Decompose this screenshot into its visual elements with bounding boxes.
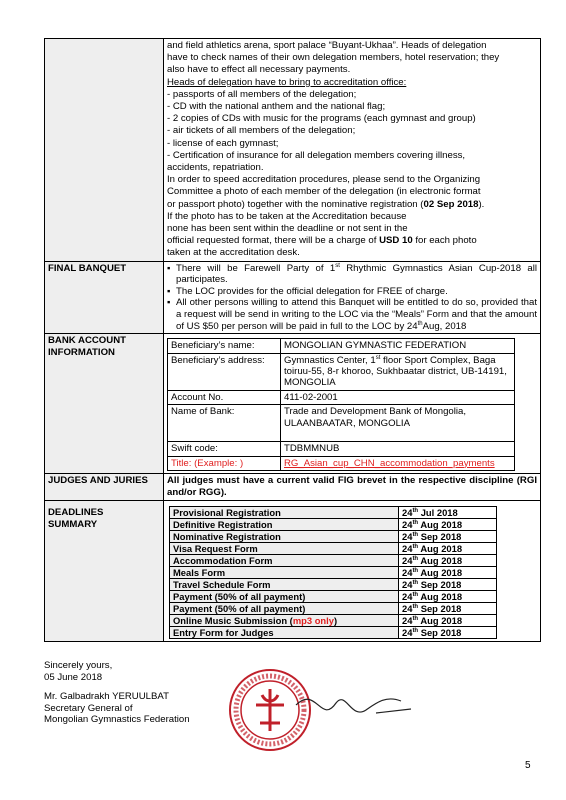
banquet-item: ▪ There will be Farewell Party of 1st Rhythmic Gymnastics Asian Cup-2018 all participates. bbox=[167, 262, 538, 286]
photo-line: taken at the accreditation desk. bbox=[167, 247, 300, 259]
deadline-date: 24th Sep 2018 bbox=[399, 603, 497, 615]
deadline-date: 24th Sep 2018 bbox=[399, 579, 497, 591]
deadlines-label: DEADLINES SUMMARY bbox=[45, 501, 164, 642]
bank-table-row: Account No. 411-02-2001 bbox=[168, 390, 515, 404]
accreditation-label-cell bbox=[45, 39, 164, 262]
account-number: 411-02-2001 bbox=[281, 390, 515, 404]
signature-block bbox=[44, 660, 190, 726]
closing-line: Sincerely yours, bbox=[44, 660, 113, 671]
deadline-item: Visa Request Form bbox=[170, 543, 399, 555]
judges-label: JUDGES AND JURIES bbox=[45, 474, 164, 501]
signer-title: Secretary General of bbox=[44, 702, 133, 714]
signer-name: Mr. Galbadrakh YERUULBAT bbox=[44, 691, 169, 703]
deadline-date: 24th Aug 2018 bbox=[399, 519, 497, 531]
bank-table-row: Name of Bank: Trade and Development Bank of Mongolia, ULAANBAATAR, MONGOLIA bbox=[168, 405, 515, 442]
bring-item: - passports of all members of the delegation; bbox=[167, 88, 357, 100]
deadline-item: Entry Form for Judges bbox=[170, 627, 399, 639]
banquet-label: FINAL BANQUET bbox=[45, 261, 164, 334]
deadline-spacer bbox=[497, 603, 514, 615]
bring-item: - license of each gymnast; bbox=[167, 137, 279, 149]
bring-item: - air tickets of all members of the delegation; bbox=[167, 125, 356, 137]
deadline-item: Meals Form bbox=[170, 567, 399, 579]
signature-date: 05 June 2018 bbox=[44, 671, 103, 683]
deadline-item: Provisional Registration bbox=[170, 507, 399, 519]
deadline-spacer bbox=[497, 567, 514, 579]
banquet-row bbox=[45, 261, 541, 334]
payment-title: RG_Asian_cup_CHN_accommodation_payments bbox=[281, 456, 515, 470]
beneficiary-name: MONGOLIAN GYMNASTIC FEDERATION bbox=[281, 339, 515, 353]
photo-line: official requested format, there will be a charge of USD 10 for each photo bbox=[167, 235, 477, 247]
banquet-item: ▪ All other persons willing to attend this Banquet will be entitled to do so, provided that a request will be send in writing to the LOC via the “Meals” Form and that the amount of US $50 per person will be paid in full to the LOC by 24thAug, 2018 bbox=[167, 297, 538, 332]
deadline-date: 24th Sep 2018 bbox=[399, 531, 497, 543]
deadline-row bbox=[170, 567, 514, 579]
deadline-row bbox=[170, 603, 514, 615]
deadline-date: 24th Aug 2018 bbox=[399, 567, 497, 579]
bank-name: Trade and Development Bank of Mongolia, ULAANBAATAR, MONGOLIA bbox=[281, 405, 515, 442]
photo-line: Committee a photo of each member of the delegation (in electronic format bbox=[167, 186, 481, 198]
bank-table bbox=[167, 338, 515, 471]
deadline-row bbox=[170, 531, 514, 543]
deadline-item: Online Music Submission (mp3 only) bbox=[170, 615, 399, 627]
beneficiary-address: Gymnastics Center, 1st floor Sport Complex, Baga toiruu-55, 8-r khoroo, Sukhbaatar district, UB-14191, MONGOLIA bbox=[281, 353, 515, 390]
official-stamp-icon bbox=[226, 665, 446, 755]
deadline-spacer bbox=[497, 627, 514, 639]
banquet-content bbox=[164, 261, 541, 334]
deadline-row bbox=[170, 507, 514, 519]
bring-item: - Certification of insurance for all delegation members covering illness, bbox=[167, 149, 466, 161]
deadline-item: Nominative Registration bbox=[170, 531, 399, 543]
deadline-item: Payment (50% of all payment) bbox=[170, 591, 399, 603]
accreditation-intro-line: and field athletics arena, sport palace “Buyant-Ukhaa”. Heads of delegation bbox=[167, 40, 487, 51]
page-number: 5 bbox=[525, 760, 531, 771]
deadline-spacer bbox=[497, 543, 514, 555]
deadlines-table bbox=[169, 506, 513, 639]
deadline-date: 24th Aug 2018 bbox=[399, 543, 497, 555]
accreditation-intro-line: have to check names of their own delegation members, hotel reservation; they bbox=[167, 52, 500, 64]
bring-item: - CD with the national anthem and the national flag; bbox=[167, 101, 386, 113]
deadline-row bbox=[170, 579, 514, 591]
deadline-date: 24th Aug 2018 bbox=[399, 591, 497, 603]
document-body bbox=[44, 38, 541, 642]
deadline-spacer bbox=[497, 615, 514, 627]
banquet-item: ▪ The LOC provides for the official delegation for FREE of charge. bbox=[167, 285, 448, 297]
deadlines-content bbox=[164, 501, 541, 642]
judges-text: All judges must have a current valid FIG brevet in the respective discipline (RGI and/or RGG). bbox=[167, 475, 537, 499]
deadline-row bbox=[170, 615, 514, 627]
accreditation-row bbox=[45, 39, 541, 262]
bank-table-row: Title: (Example: ) RG_Asian_cup_CHN_accommodation_payments bbox=[168, 456, 515, 470]
info-table bbox=[44, 38, 541, 642]
deadline-date: 24th Aug 2018 bbox=[399, 555, 497, 567]
deadline-date: 24th Sep 2018 bbox=[399, 627, 497, 639]
bring-item: - 2 copies of CDs with music for the programs (each gymnast and group) bbox=[167, 113, 476, 125]
deadline-spacer bbox=[497, 579, 514, 591]
deadline-row bbox=[170, 555, 514, 567]
deadlines-row bbox=[45, 501, 541, 642]
photo-line: none has been sent within the deadline or not sent in the bbox=[167, 223, 408, 235]
deadline-row bbox=[170, 543, 514, 555]
bring-item: accidents, repatriation. bbox=[167, 162, 264, 174]
judges-content bbox=[164, 474, 541, 501]
photo-line: In order to speed accreditation procedures, please send to the Organizing bbox=[167, 174, 481, 186]
square-bullet-icon: ▪ bbox=[167, 285, 171, 297]
bank-table-row: Swift code: TDBMMNUB bbox=[168, 442, 515, 456]
deadline-row bbox=[170, 591, 514, 603]
signer-organization: Mongolian Gymnastics Federation bbox=[44, 714, 190, 726]
photo-charge: USD 10 bbox=[379, 235, 413, 247]
bank-label: BANK ACCOUNT INFORMATION bbox=[45, 334, 164, 474]
bank-table-row: Beneficiary’s address: Gymnastics Center, 1st floor Sport Complex, Baga toiruu-55, 8-r khoroo, Sukhbaatar district, UB-14191, MONGOLIA bbox=[168, 353, 515, 390]
swift-code: TDBMMNUB bbox=[281, 442, 515, 456]
bring-heading: Heads of delegation have to bring to accreditation office: bbox=[167, 76, 407, 88]
bank-table-row: Beneficiary’s name: MONGOLIAN GYMNASTIC FEDERATION bbox=[168, 339, 515, 353]
accreditation-intro-line: also have to effect all necessary payments. bbox=[167, 64, 351, 76]
deadline-row bbox=[170, 519, 514, 531]
bank-row bbox=[45, 334, 541, 474]
deadline-spacer bbox=[497, 591, 514, 603]
bank-content bbox=[164, 334, 541, 474]
deadline-spacer bbox=[497, 531, 514, 543]
deadline-item: Travel Schedule Form bbox=[170, 579, 399, 591]
deadline-spacer bbox=[497, 507, 514, 519]
judges-row bbox=[45, 474, 541, 501]
square-bullet-icon: ▪ bbox=[167, 262, 171, 274]
deadline-spacer bbox=[497, 555, 514, 567]
deadline-item: Accommodation Form bbox=[170, 555, 399, 567]
square-bullet-icon: ▪ bbox=[167, 297, 171, 309]
deadline-date: 24th Aug 2018 bbox=[399, 615, 497, 627]
accreditation-content bbox=[164, 39, 541, 262]
deadline-item: Payment (50% of all payment) bbox=[170, 603, 399, 615]
photo-line: or passport photo) together with the nominative registration (02 Sep 2018). bbox=[167, 198, 485, 210]
nominative-date: 02 Sep 2018 bbox=[423, 198, 479, 210]
deadline-date: 24th Jul 2018 bbox=[399, 507, 497, 519]
photo-line: If the photo has to be taken at the Accreditation because bbox=[167, 210, 407, 222]
deadline-item: Definitive Registration bbox=[170, 519, 399, 531]
deadline-spacer bbox=[497, 519, 514, 531]
deadline-row bbox=[170, 627, 514, 639]
